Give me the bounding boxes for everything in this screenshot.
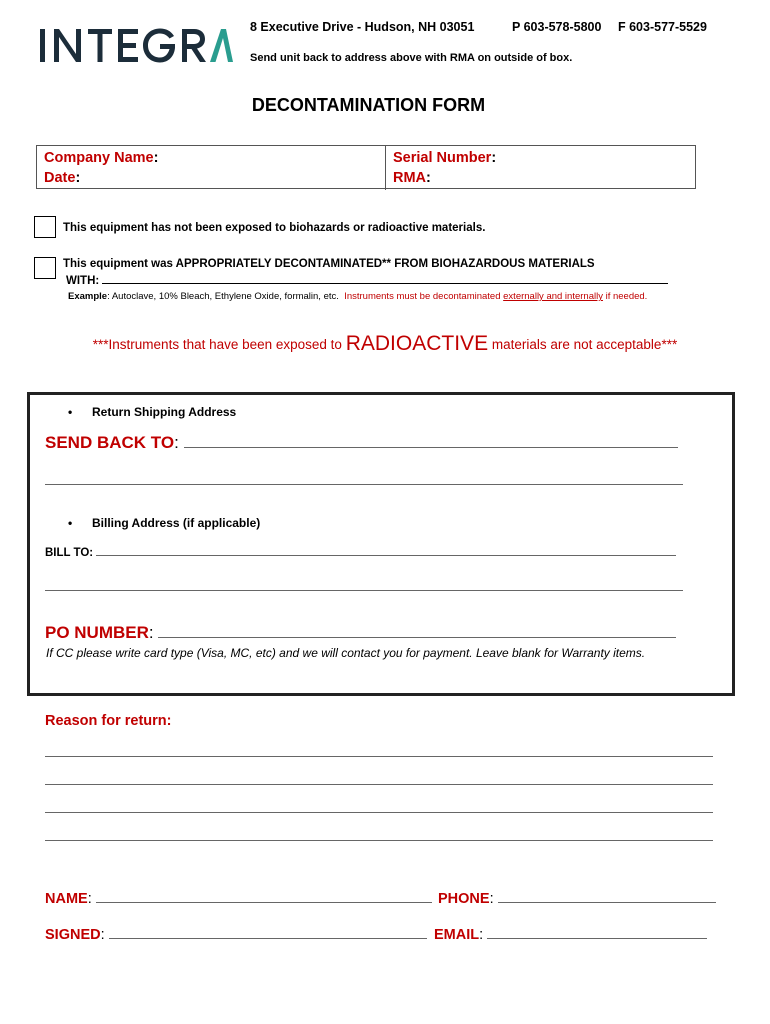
example-red-2: if needed. [605, 291, 648, 302]
name-underline [96, 889, 432, 903]
date-field[interactable] [44, 168, 378, 188]
billing-address-heading [68, 516, 260, 530]
name-field[interactable] [45, 889, 432, 907]
credit-card-note: If CC please write card type (Visa, MC, etc) and we will contact you for payment. Leave blank for Warranty items. [46, 646, 646, 660]
phone-field[interactable] [438, 889, 716, 907]
example-note [68, 291, 647, 302]
company-info-table [36, 145, 696, 189]
send-back-underline [184, 434, 678, 448]
email-underline [487, 925, 707, 939]
reason-for-return-label: Reason for return: [45, 713, 172, 729]
phone-underline [498, 889, 716, 903]
radioactive-word: RADIOACTIVE [345, 332, 489, 355]
reason-line-2[interactable] [45, 784, 713, 785]
example-text: : Autoclave, 10% Bleach, Ethylene Oxide, formalin, etc. [107, 291, 339, 302]
serial-number-field[interactable] [393, 148, 688, 168]
signed-label: SIGNED [45, 927, 101, 943]
email-field[interactable] [434, 925, 707, 943]
colon: : [491, 150, 497, 166]
po-number-label: PO NUMBER [45, 623, 149, 642]
colon: : [153, 150, 159, 166]
example-red-underline-wrap [503, 291, 603, 302]
signed-underline [109, 925, 427, 939]
bullet: • [68, 405, 73, 419]
rma-field[interactable] [393, 168, 688, 188]
company-address: 8 Executive Drive - Hudson, NH 03051 [250, 20, 475, 34]
bullet: • [68, 516, 73, 530]
name-label: NAME [45, 891, 88, 907]
form-title: DECONTAMINATION FORM [251, 95, 486, 115]
colon: : [100, 927, 105, 943]
send-back-label: SEND BACK TO [45, 433, 175, 452]
decontamination-method-field[interactable] [66, 273, 668, 287]
colon: : [148, 623, 154, 642]
method-underline [102, 273, 668, 284]
radio-suffix: materials are not acceptable*** [491, 337, 678, 352]
colon: : [489, 891, 494, 907]
colon: : [174, 433, 179, 452]
billing-address-label: Billing Address (if applicable) [92, 516, 261, 530]
company-name-label: Company Name [44, 150, 154, 166]
company-name-field[interactable] [44, 148, 378, 168]
example-red-1: Instruments must be decontaminated [344, 291, 501, 302]
not-exposed-text: This equipment has not been exposed to biohazards or radioactive materials. [63, 222, 486, 234]
send-back-field[interactable] [45, 433, 678, 453]
return-shipping-label: Return Shipping Address [92, 405, 237, 419]
company-fax: F 603-577-5529 [618, 20, 707, 34]
radioactive-notice [0, 332, 770, 356]
reason-line-3[interactable] [45, 812, 713, 813]
integra-logo [38, 26, 234, 66]
return-instruction: Send unit back to address above with RMA on outside of box. [250, 52, 573, 64]
colon: : [75, 170, 81, 186]
colon: : [87, 891, 92, 907]
reason-line-1[interactable] [45, 756, 713, 757]
return-shipping-heading [68, 405, 236, 419]
serial-number-label: Serial Number [393, 150, 492, 166]
bill-to-label: BILL TO: [45, 547, 94, 559]
decontaminated-text: This equipment was APPROPRIATELY DECONTAMINATED** FROM BIOHAZARDOUS MATERIALS [63, 258, 595, 270]
company-info-right [385, 146, 695, 190]
colon: : [479, 927, 484, 943]
bill-to-underline [96, 545, 676, 556]
date-label: Date [44, 170, 76, 186]
bill-to-field[interactable] [45, 545, 676, 559]
radio-prefix: ***Instruments that have been exposed to [92, 337, 342, 352]
with-label: WITH: [66, 275, 100, 287]
reason-line-4[interactable] [45, 840, 713, 841]
company-info-left [37, 146, 385, 190]
send-back-line-2[interactable] [45, 484, 683, 485]
email-label: EMAIL [434, 927, 480, 943]
colon: : [426, 170, 431, 186]
not-exposed-checkbox[interactable] [34, 216, 56, 238]
example-label: Example [68, 291, 108, 302]
example-red-underlined: externally and internally [503, 291, 603, 302]
po-number-field[interactable] [45, 623, 676, 643]
po-number-underline [158, 624, 676, 638]
phone-label: PHONE [438, 891, 490, 907]
decontaminated-checkbox[interactable] [34, 257, 56, 279]
rma-label: RMA [393, 170, 427, 186]
company-phone: P 603-578-5800 [512, 20, 602, 34]
signed-field[interactable] [45, 925, 427, 943]
bill-to-line-2[interactable] [45, 590, 683, 591]
